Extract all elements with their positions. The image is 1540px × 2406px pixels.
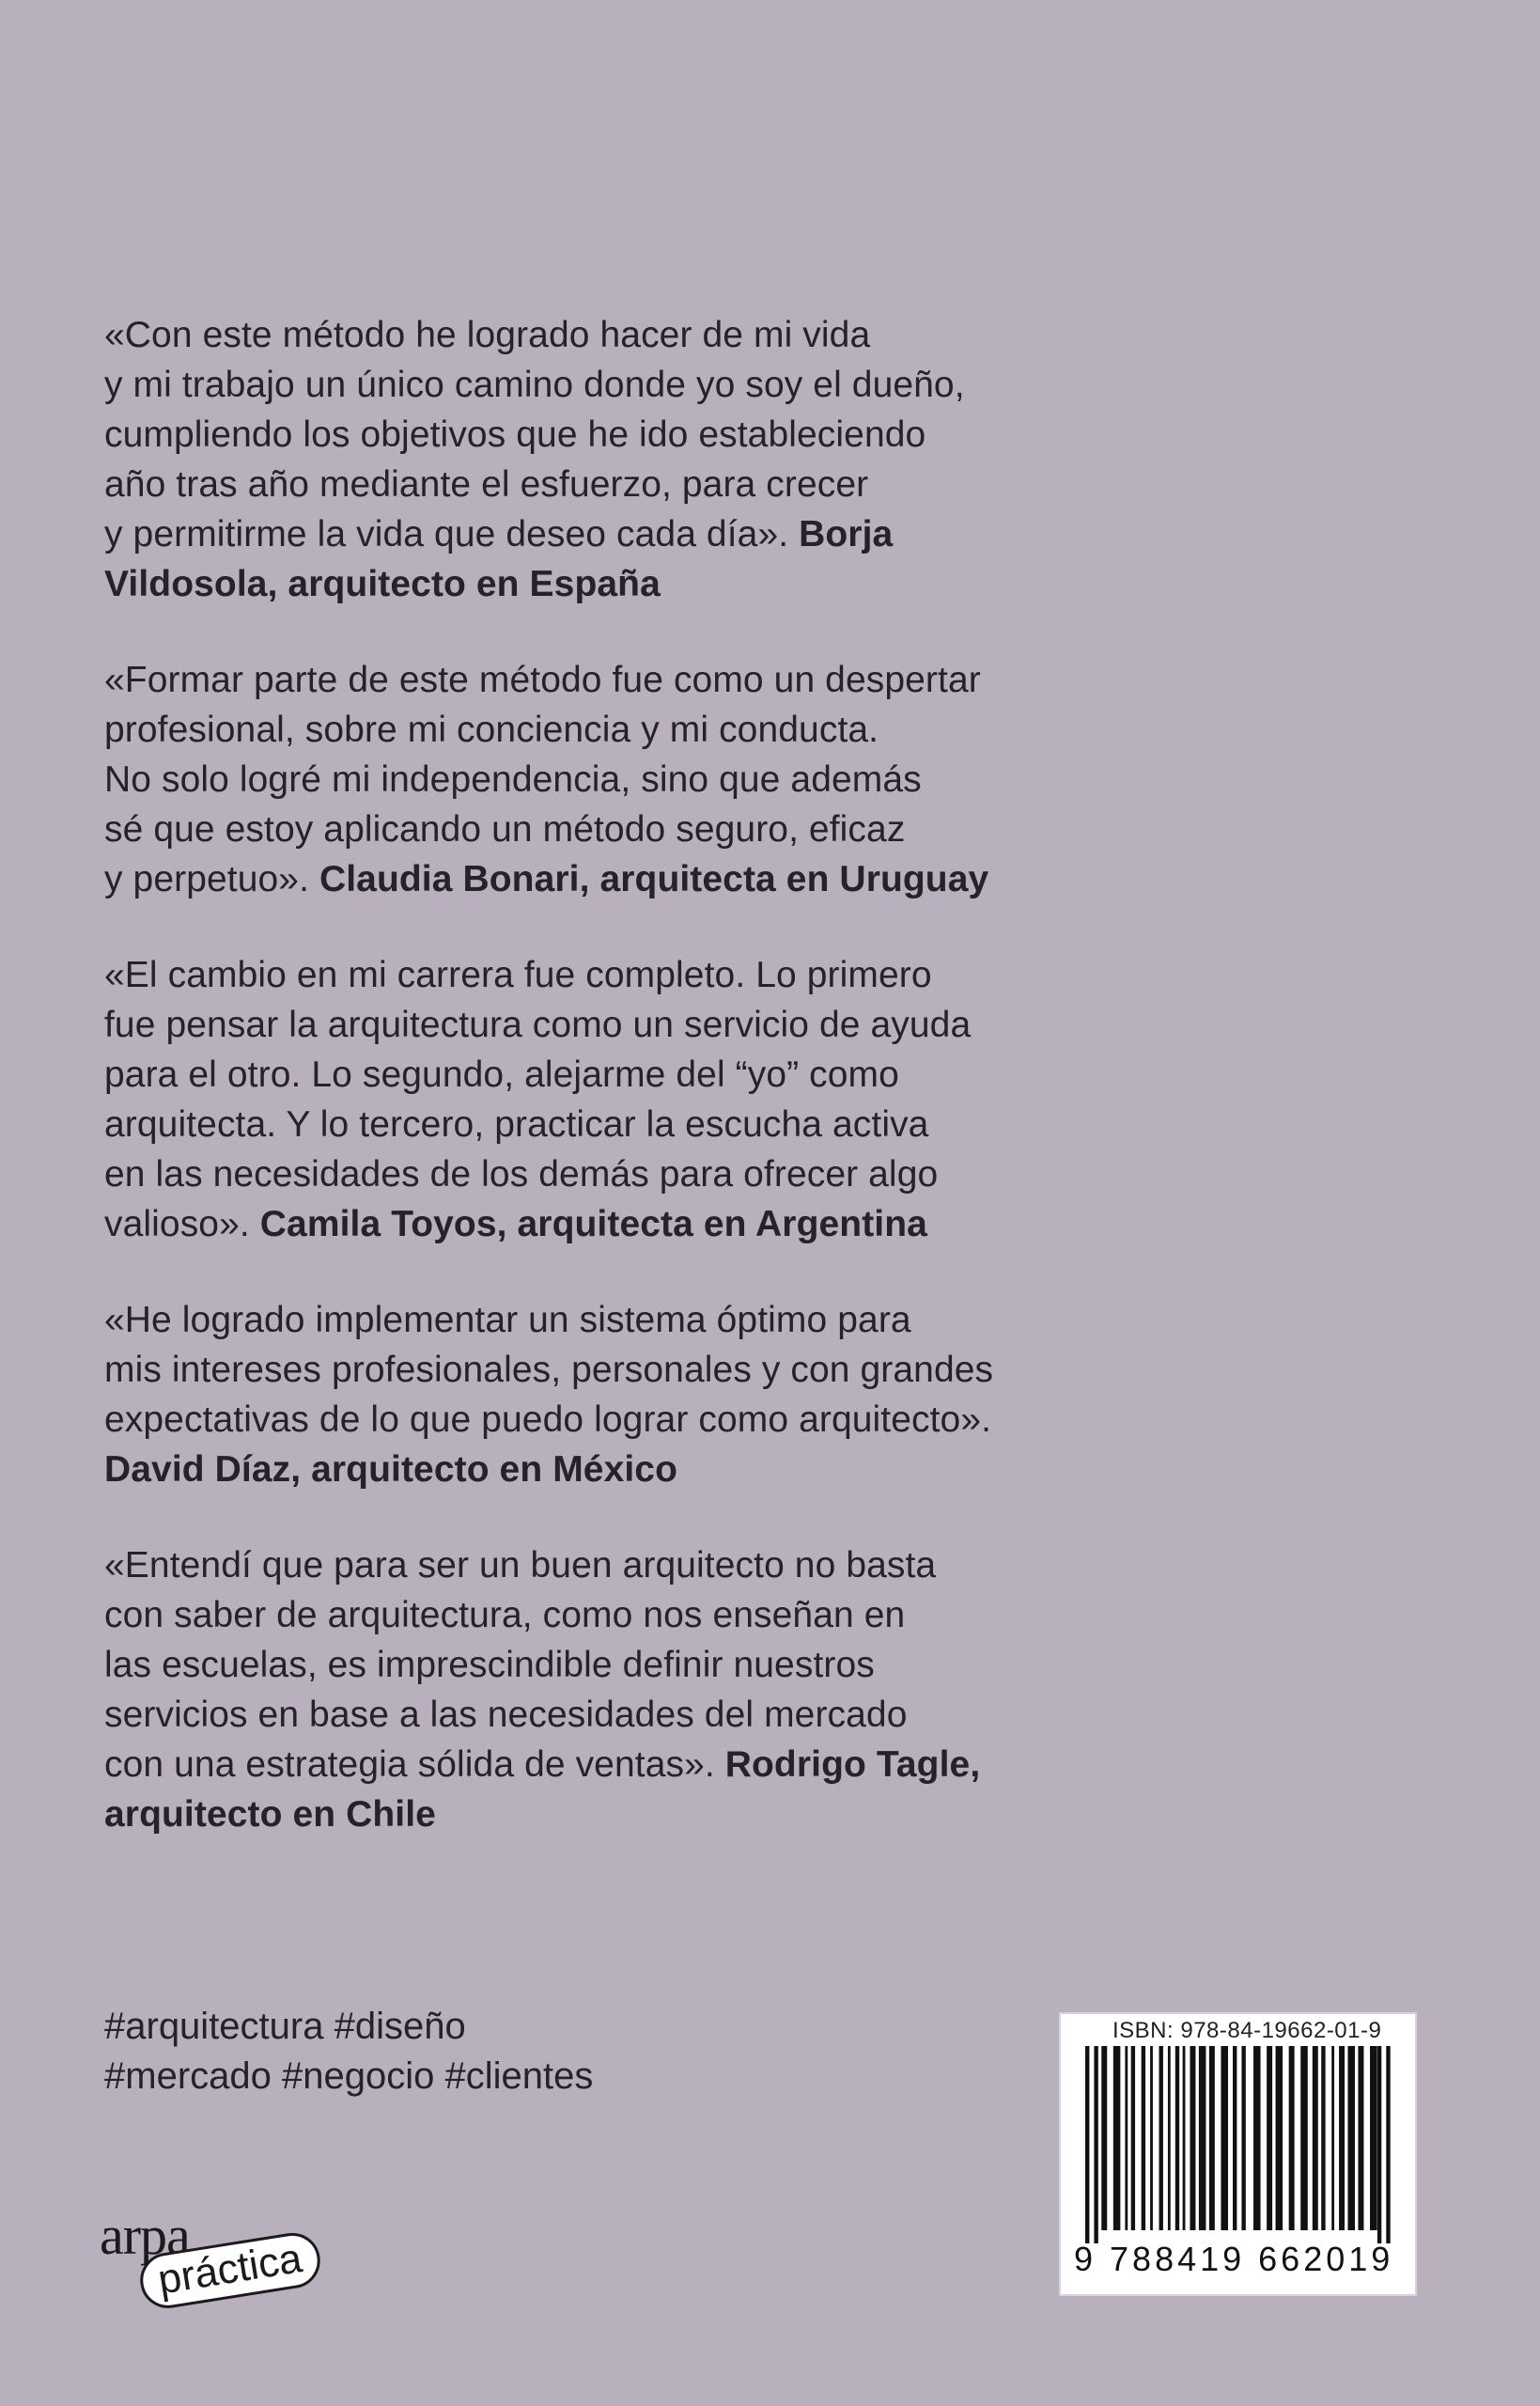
publisher-name: arpa bbox=[100, 2205, 190, 2266]
quote-line: No solo logré mi independencia, sino que además bbox=[104, 759, 922, 800]
barcode-bar bbox=[1276, 2046, 1283, 2230]
barcode-bars bbox=[1078, 2046, 1402, 2243]
testimonial-4 bbox=[104, 1295, 1100, 1494]
quote-line: «El cambio en mi carrera fue completo. Lo primero bbox=[104, 955, 932, 995]
barcode-bar bbox=[1347, 2046, 1355, 2230]
quote-line: «Entendí que para ser un buen arquitecto no basta bbox=[104, 1545, 937, 1586]
barcode-bar bbox=[1183, 2046, 1186, 2230]
barcode-bar bbox=[1267, 2046, 1272, 2230]
quote-line: fue pensar la arquitectura como un servicio de ayuda bbox=[104, 1005, 972, 1045]
quote-line: valioso». Camila Toyos, arquitecta en Argentina bbox=[104, 1204, 927, 1244]
quote-line: año tras año mediante el esfuerzo, para crecer bbox=[104, 464, 869, 505]
barcode-bar bbox=[1175, 2046, 1179, 2230]
quote-line: «Formar parte de este método fue como un despertar bbox=[104, 660, 981, 700]
quote-line: sé que estoy aplicando un método seguro, eficaz bbox=[104, 809, 906, 850]
barcode-bar bbox=[1094, 2046, 1097, 2243]
barcode-bar bbox=[1131, 2046, 1135, 2230]
quote-line: y permitirme la vida que deseo cada día». Borja bbox=[104, 514, 894, 555]
quote-line: «He logrado implementar un sistema óptimo para bbox=[104, 1300, 911, 1340]
quote-line: cumpliendo los objetivos que he ido estableciendo bbox=[104, 414, 926, 455]
barcode-bar bbox=[1168, 2046, 1171, 2230]
quote-line: expectativas de lo que puedo lograr como arquitecto». bbox=[104, 1399, 992, 1440]
testimonials-section bbox=[104, 310, 1100, 1885]
barcode-bar bbox=[1209, 2046, 1215, 2230]
quote-line: y mi trabajo un único camino donde yo soy el dueño, bbox=[104, 365, 965, 405]
quote-line: con una estrategia sólida de ventas». Rodrigo Tagle, bbox=[104, 1744, 981, 1785]
isbn-label: ISBN: 978-84-19662-01-9 bbox=[1112, 2018, 1382, 2043]
quote-line: mis intereses profesionales, personales y con grandes bbox=[104, 1350, 994, 1390]
quote-line: profesional, sobre mi conciencia y mi conducta. bbox=[104, 710, 879, 750]
barcode-bar bbox=[1125, 2046, 1128, 2230]
author-name: Claudia Bonari, arquitecta en Uruguay bbox=[319, 859, 989, 899]
barcode-label bbox=[1059, 2012, 1417, 2296]
barcode-bar bbox=[1321, 2046, 1325, 2230]
collection-name: práctica bbox=[154, 2235, 305, 2304]
quote-line: «Con este método he logrado hacer de mi vida bbox=[104, 315, 871, 355]
barcode-bar bbox=[1085, 2046, 1089, 2243]
publisher-logo bbox=[98, 2199, 380, 2312]
testimonial-1 bbox=[104, 310, 1100, 609]
author-name: Borja bbox=[799, 514, 894, 555]
barcode-bar bbox=[1339, 2046, 1345, 2230]
barcode-bar bbox=[1199, 2046, 1206, 2230]
hashtags bbox=[104, 2002, 593, 2101]
quote-line: y perpetuo». Claudia Bonari, arquitecta en Uruguay bbox=[104, 859, 989, 899]
testimonial-2 bbox=[104, 655, 1100, 904]
quote-line: arquitecta. Y lo tercero, practicar la escucha activa bbox=[104, 1104, 929, 1145]
barcode-bar bbox=[1221, 2046, 1228, 2230]
quote-line: servicios en base a las necesidades del mercado bbox=[104, 1695, 908, 1735]
barcode-bar bbox=[1241, 2046, 1245, 2230]
hashtags-line-2: #mercado #negocio #clientes bbox=[104, 2055, 594, 2097]
barcode-bar bbox=[1358, 2046, 1363, 2230]
barcode-bar bbox=[1233, 2046, 1237, 2230]
barcode-bar bbox=[1113, 2046, 1121, 2230]
author-name: arquitecto en Chile bbox=[104, 1794, 436, 1835]
barcode-bar bbox=[1253, 2046, 1261, 2230]
barcode-digits: 9 788419 662019 bbox=[1074, 2240, 1394, 2278]
publisher-logo-graphic bbox=[98, 2199, 380, 2312]
testimonial-3 bbox=[104, 950, 1100, 1249]
barcode-bar bbox=[1289, 2046, 1295, 2230]
barcode-bar bbox=[1150, 2046, 1153, 2230]
barcode-bar bbox=[1331, 2046, 1334, 2230]
quote-line bbox=[104, 559, 1100, 609]
barcode-bar bbox=[1190, 2046, 1195, 2230]
barcode-bar bbox=[1386, 2046, 1390, 2243]
barcode-bar bbox=[1313, 2046, 1318, 2230]
barcode-bar bbox=[1101, 2046, 1107, 2230]
author-name: Camila Toyos, arquitecta en Argentina bbox=[259, 1204, 927, 1244]
quote-line bbox=[104, 1445, 1100, 1494]
author-name: David Díaz, arquitecto en México bbox=[104, 1449, 678, 1490]
author-name: Vildosola, arquitecto en España bbox=[104, 564, 661, 604]
barcode-bar bbox=[1377, 2046, 1381, 2243]
quote-line: para el otro. Lo segundo, alejarme del “yo” como bbox=[104, 1055, 899, 1095]
quote-line: en las necesidades de los demás para ofrecer algo bbox=[104, 1154, 939, 1195]
barcode-bar bbox=[1370, 2046, 1377, 2230]
author-name: Rodrigo Tagle, bbox=[724, 1744, 981, 1785]
testimonial-5 bbox=[104, 1540, 1100, 1839]
barcode-bar bbox=[1159, 2046, 1163, 2230]
barcode-bar bbox=[1300, 2046, 1308, 2230]
barcode-bar bbox=[1142, 2046, 1145, 2230]
quote-line: con saber de arquitectura, como nos enseñan en bbox=[104, 1595, 906, 1635]
hashtags-line-1: #arquitectura #diseño bbox=[104, 2006, 466, 2047]
quote-line bbox=[104, 1789, 1100, 1839]
quote-line: las escuelas, es imprescindible definir nuestros bbox=[104, 1645, 875, 1685]
